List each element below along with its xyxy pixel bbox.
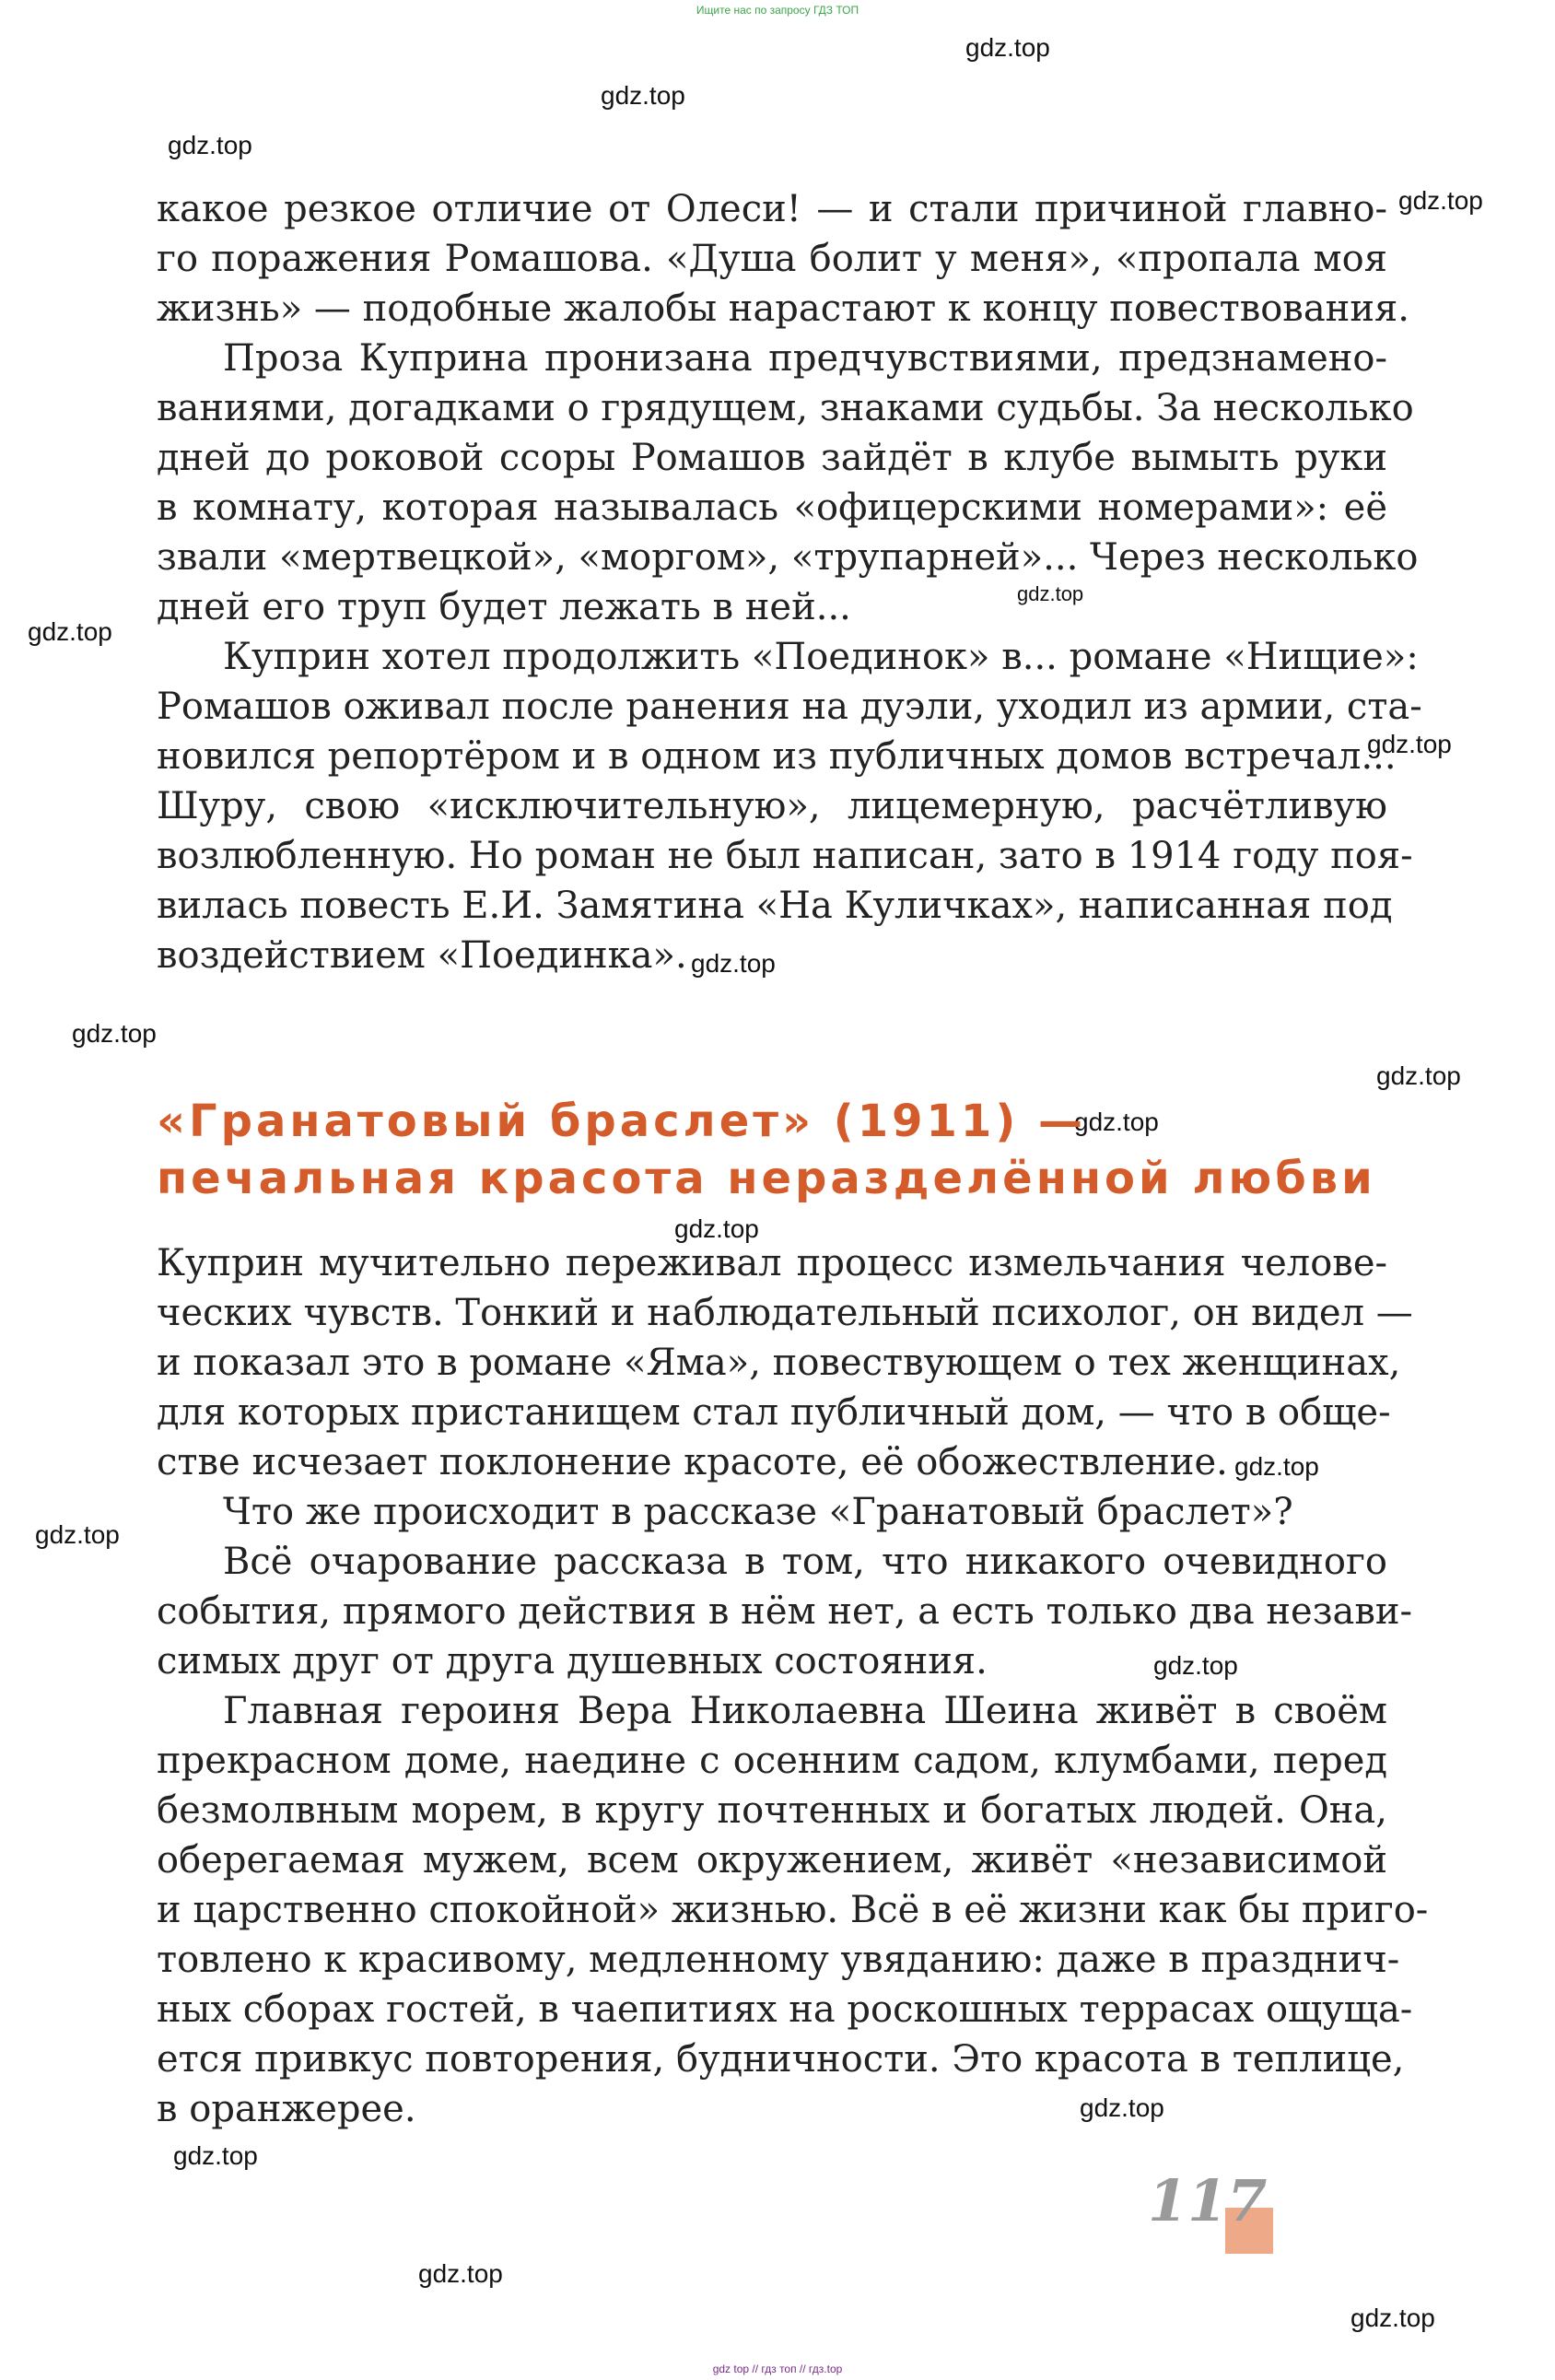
- text-line: симых друг от друга душевных состояния.: [157, 1640, 988, 1682]
- text-line: товлено к красивому, медленному увяданию: даже в празднич-: [157, 1939, 1400, 1981]
- watermark: gdz.top: [1153, 1651, 1238, 1680]
- text-line: Главная героиня Вера Николаевна Шеина живёт в своём: [223, 1690, 1387, 1732]
- watermark: gdz.top: [1017, 582, 1084, 605]
- text-line: безмолвным морем, в кругу почтенных и богатых людей. Она,: [157, 1789, 1387, 1832]
- section-heading: [157, 1093, 1387, 1207]
- text-line: звали «мертвецкой», «моргом», «трупарней»... Через несколько: [157, 536, 1419, 579]
- text-line: в комнату, которая называлась «офицерскими номерами»: её: [157, 487, 1387, 529]
- heading-line-1: «Гранатовый браслет» (1911) —: [157, 1096, 1086, 1147]
- text-line: и царственно спокойной» жизнью. Всё в её жизни как бы приго-: [157, 1889, 1429, 1931]
- text-line: Куприн мучительно переживал процесс измельчания челове-: [157, 1242, 1387, 1284]
- text-line: Проза Куприна пронизана предчувствиями, предзнамено-: [223, 337, 1387, 380]
- watermark: gdz.top: [1367, 730, 1452, 758]
- body-text-bottom: [157, 1238, 1429, 2134]
- text-line: Шуру, свою «исключительную», лицемерную, расчётливую: [157, 785, 1387, 827]
- watermark: gdz.top: [1398, 186, 1483, 215]
- heading-line-2: печальная красота неразделённой любви: [157, 1153, 1376, 1204]
- text-line: для которых пристанищем стал публичный дом, — что в обще-: [157, 1391, 1391, 1434]
- watermark: gdz.top: [1376, 1061, 1461, 1090]
- text-line: ваниями, догадками о грядущем, знаками судьбы. За несколько: [157, 387, 1414, 429]
- text-line: и показал это в романе «Яма», повествующем о тех женщинах,: [157, 1342, 1401, 1384]
- watermark: gdz.top: [601, 81, 685, 110]
- watermark: gdz.top: [1080, 2093, 1164, 2122]
- bottom-banner: gdz top // гдз топ // гдз.top: [712, 2362, 843, 2375]
- text-line: ется привкус повторения, будничности. Это красота в теплице,: [157, 2038, 1405, 2081]
- text-line: ных сборах гостей, в чаепитиях на роскошных террасах ощуща-: [157, 1988, 1413, 2031]
- text-line: Что же происходит в рассказе «Гранатовый браслет»?: [223, 1491, 1293, 1533]
- text-line: дней до роковой ссоры Ромашов зайдёт в клубе вымыть руки: [157, 437, 1387, 479]
- watermark: gdz.top: [173, 2141, 258, 2170]
- page-number: 117: [1148, 2167, 1268, 2234]
- text-line: новился репортёром и в одном из публичных домов встречал...: [157, 735, 1397, 778]
- text-line: дней его труп будет лежать в ней...: [157, 586, 851, 628]
- top-banner: Ищите нас по запросу ГДЗ ТОП: [696, 4, 859, 17]
- text-line: Ромашов оживал после ранения на дуэли, уходил из армии, ста-: [157, 686, 1422, 728]
- text-line: Всё очарование рассказа в том, что никакого очевидного: [223, 1541, 1387, 1583]
- text-line: Куприн хотел продолжить «Поединок» в... романе «Нищие»:: [223, 636, 1419, 678]
- watermark: gdz.top: [72, 1019, 157, 1048]
- text-line: го поражения Ромашова. «Душа болит у меня», «пропала моя: [157, 238, 1387, 280]
- text-line: события, прямого действия в нём нет, а есть только два незави-: [157, 1590, 1413, 1633]
- watermark: gdz.top: [168, 131, 252, 159]
- watermark: gdz.top: [1234, 1452, 1319, 1481]
- text-line: возлюбленную. Но роман не был написан, зато в 1914 году поя-: [157, 835, 1413, 877]
- text-line: воздействием «Поединка».: [157, 934, 687, 977]
- watermark: gdz.top: [965, 33, 1050, 62]
- watermark: gdz.top: [691, 949, 776, 978]
- text-line: какое резкое отличие от Олеси! — и стали причиной главно-: [157, 188, 1387, 230]
- text-line: жизнь» — подобные жалобы нарастают к концу повествования.: [157, 287, 1409, 330]
- watermark: gdz.top: [28, 617, 112, 646]
- text-line: прекрасном доме, наедине с осенним садом, клумбами, перед: [157, 1740, 1387, 1782]
- text-line: вилась повесть Е.И. Замятина «На Куличках», написанная под: [157, 885, 1393, 927]
- watermark: gdz.top: [1074, 1108, 1159, 1136]
- watermark: gdz.top: [674, 1214, 759, 1243]
- text-line: ческих чувств. Тонкий и наблюдательный психолог, он видел —: [157, 1292, 1413, 1334]
- text-line: оберегаемая мужем, всем окружением, живёт «независимой: [157, 1839, 1387, 1882]
- watermark: gdz.top: [418, 2259, 503, 2288]
- watermark: gdz.top: [35, 1520, 120, 1549]
- text-line: в оранжерее.: [157, 2088, 416, 2130]
- text-line: стве исчезает поклонение красоте, её обожествление.: [157, 1441, 1228, 1483]
- watermark: gdz.top: [1350, 2304, 1435, 2332]
